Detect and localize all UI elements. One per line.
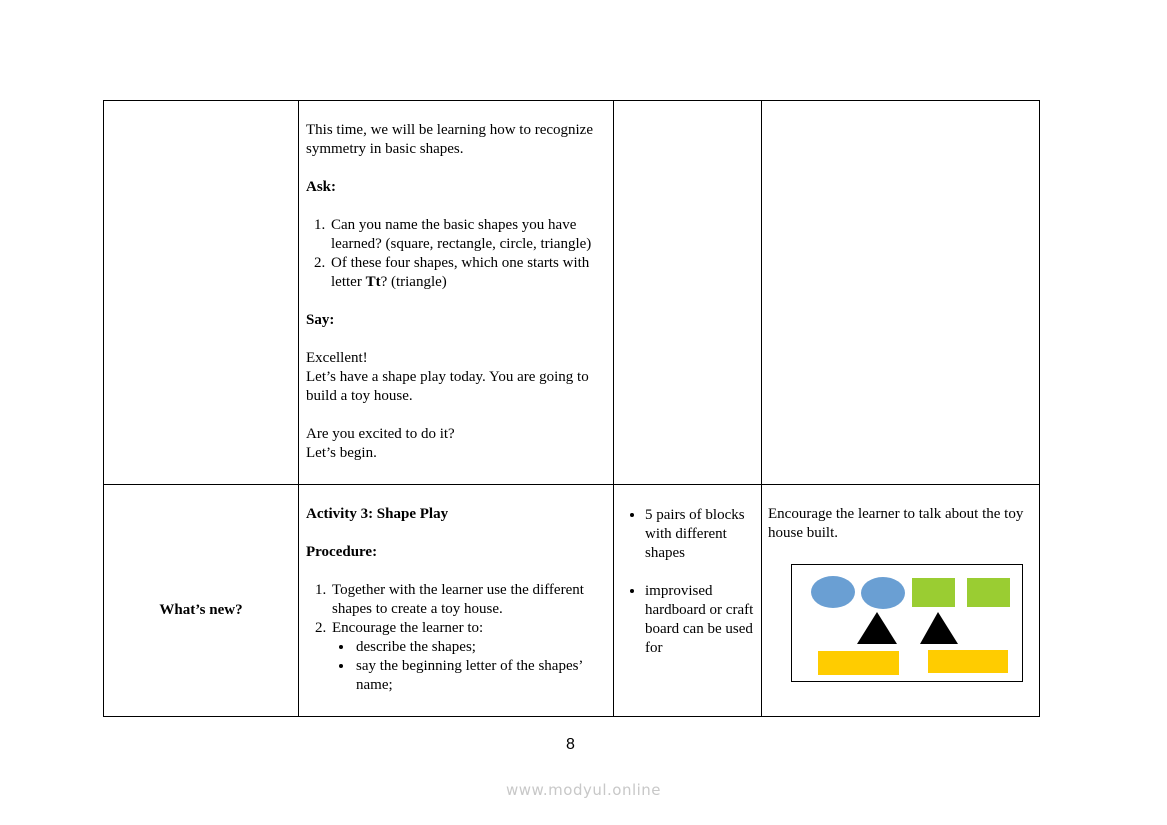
circle-shape (811, 576, 855, 608)
say-text-2: Let’s have a shape play today. You are going to build a toy house. (306, 369, 589, 404)
substep-1: • describe the shapes; (354, 638, 611, 657)
material-2: • improvised hardboard or craft board can be used for (645, 582, 757, 658)
square-shape (967, 578, 1010, 607)
watermark: www.modyul.online (505, 781, 662, 799)
activity-title: Activity 3: Shape Play (306, 506, 449, 522)
say-label: Say: (306, 312, 335, 328)
substep-2: • say the beginning letter of the shapes’ name; (354, 657, 611, 695)
intro-text: This time, we will be learning how to recognize symmetry in basic shapes. (306, 122, 593, 157)
rectangle-shape (818, 651, 899, 675)
row1-procedure-cell (306, 121, 608, 463)
step-1: 1. Together with the learner use the different shapes to create a toy house. (330, 581, 611, 619)
question-2: 2. Of these four shapes, which one starts with letter Tt? (triangle) (329, 254, 608, 292)
row2-materials-cell (623, 506, 757, 658)
step-2: 2. Encourage the learner to: • describe the shapes; • say the beginning letter of the shapes’ name; (330, 619, 611, 695)
page-number: 8 (566, 736, 575, 753)
procedure-label: Procedure: (306, 544, 378, 560)
say-text-1: Excellent! (306, 350, 368, 366)
row2-assessment-cell (768, 505, 1034, 543)
whats-new-label: What’s new? (159, 602, 243, 618)
question-1: 1. Can you name the basic shapes you have learned? (square, rectangle, circle, triangle) (329, 216, 608, 254)
say-text-4: Let’s begin. (306, 445, 377, 461)
square-shape (912, 578, 955, 607)
row2-label-cell (104, 601, 298, 620)
row2-procedure-cell (306, 505, 611, 695)
say-text-3: Are you excited to do it? (306, 426, 455, 442)
circle-shape (861, 577, 905, 609)
ask-label: Ask: (306, 179, 337, 195)
material-1: • 5 pairs of blocks with different shapes (645, 506, 757, 563)
toy-house-shapes-image (791, 564, 1023, 682)
rectangle-shape (928, 650, 1008, 673)
assessment-text: Encourage the learner to talk about the toy house built. (768, 506, 1024, 541)
